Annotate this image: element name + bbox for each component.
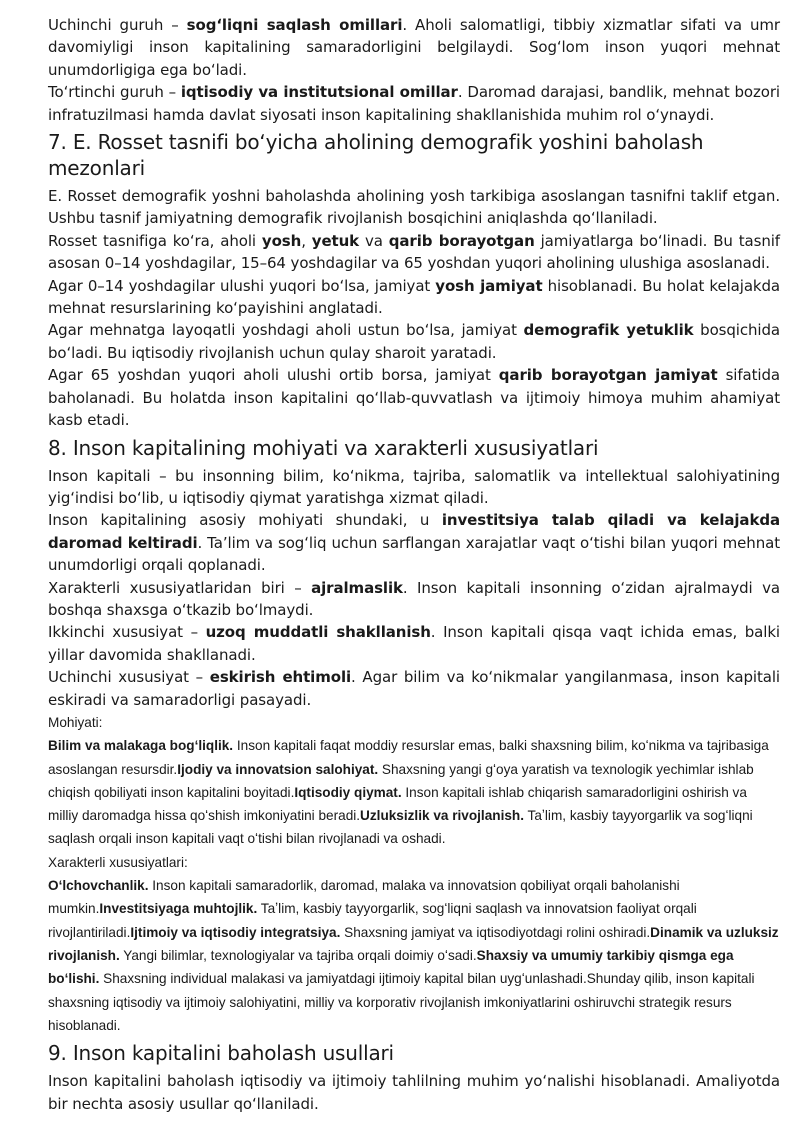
paragraph-rosset-classes: Rosset tasnifiga koʻra, aholi yosh, yetuk va qarib borayotgan jamiyatlarga boʻlinadi. Bu tasnif asosan 0–14 yoshdagilar, 15–64 yoshdagilar va 65 yoshdan yuqori aholining ulushiga asoslanadi. <box>48 231 780 273</box>
paragraph-rosset-intro: E. Rosset demografik yoshni baholashda aholining yosh tarkibiga asoslangan tasnifni taklif etgan. Ushbu tasnif jamiyatning demografik rivojlanish bosqichini aniqlashda qoʻllaniladi. <box>48 187 780 228</box>
heading-section-7: 7. E. Rosset tasnifi boʻyicha aholining demografik yoshini baholash mezonlari <box>48 130 704 181</box>
paragraph-health-factors: Uchinchi guruh – sogʻliqni saqlash omillari. Aholi salomatligi, tibbiy xizmatlar sifati va umr davomiyligi inson kapitalining samaradorligini belgilaydi. Sogʻlom inson yuqori mehnat unumdorligiga ega boʻladi. <box>48 16 780 79</box>
paragraph-economic-factors: Toʻrtinchi guruh – iqtisodiy va institutsional omillar. Daromad darajasi, bandlik, mehnat bozori infratuzilmasi hamda davlat siyosati inson kapitalining shakllanishida muhim rol oʻynaydi. <box>48 83 780 124</box>
paragraph-young-society: Agar 0–14 yoshdagilar ulushi yuqori boʻlsa, jamiyat yosh jamiyat hisoblanadi. Bu holat kelajakda mehnat resurslarining koʻpayishini anglatadi. <box>48 276 781 318</box>
document-page <box>48 14 780 1115</box>
paragraph-assessment-methods: Inson kapitalini baholash iqtisodiy va ijtimoiy tahlilning muhim yoʻnalishi hisoblanadi. Amaliyotda bir nechta asosiy usullar qoʻllaniladi. <box>48 1072 780 1113</box>
label-essence: Mohiyati: <box>48 714 103 730</box>
paragraph-inseparability: Xarakterli xususiyatlaridan biri – ajralmaslik. Inson kapitali insonning oʻzidan ajralmaydi va boshqa shaxsga oʻtkazib boʻlmaydi. <box>48 578 780 619</box>
heading-section-8: 8. Inson kapitalining mohiyati va xarakterli xususiyatlari <box>48 435 599 460</box>
paragraph-characteristics-list: Oʻlchovchanlik. Inson kapitali samaradorlik, daromad, malaka va innovatsion qobiliyat orqali baholanishi mumkin.Investitsiyaga muhtojlik. Taʼlim, kasbiy tayyorgarlik, sogʻliqni saqlash va innovatsion faoliyat orqali rivojlantiriladi.Ijtimoiy va iqtisodiy integratsiya. Shaxsning jamiyat va iqtisodiyotdagi rolini oshiradi.Dinamik va uzluksiz rivojlanish. Yangi bilimlar, texnologiyalar va tajriba orqali doimiy oʻsadi.Shaxsiy va umumiy tarkibiy qismga ega boʻlishi. Shaxsning individual malakasi va jamiyatdagi ijtimoiy kapital bilan uygʻunlashadi.Shunday qilib, inson kapitali shaxsning iqtisodiy va ijtimoiy salohiyatini, milliy va korporativ rivojlanish imkoniyatlarini oshiruvchi strategik resurs hisoblanadi. <box>48 878 779 1033</box>
heading-section-9: 9. Inson kapitalini baholash usullari <box>48 1041 394 1066</box>
paragraph-human-capital-essence: Inson kapitalining asosiy mohiyati shundaki, u investitsiya talab qiladi va kelajakda daromad keltiradi. Taʼlim va sogʻliq uchun sarflangan xarajatlar vaqt oʻtishi bilan yuqori mehnat unumdorligi orqali qoplanadi. <box>48 511 780 575</box>
label-characteristics: Xarakterli xususiyatlari: <box>48 854 188 870</box>
paragraph-long-term-formation: Ikkinchi xususiyat – uzoq muddatli shakllanish. Inson kapitali qisqa vaqt ichida emas, balki yillar davomida shakllanadi. <box>48 623 780 664</box>
paragraph-mature-society: Agar mehnatga layoqatli yoshdagi aholi ustun boʻlsa, jamiyat demografik yetuklik bosqichida boʻladi. Bu iqtisodiy rivojlanish uchun qulay sharoit yaratadi. <box>48 321 781 362</box>
paragraph-aging-society: Agar 65 yoshdan yuqori aholi ulushi ortib borsa, jamiyat qarib borayotgan jamiyat sifatida baholanadi. Bu holatda inson kapitalini qoʻllab-quvvatlash va ijtimoiy himoya muhim ahamiyat kasb etadi. <box>48 366 780 430</box>
paragraph-essence-list: Bilim va malakaga bogʻliqlik. Inson kapitali faqat moddiy resurslar emas, balki shaxsning bilim, koʻnikma va tajribasiga asoslangan resursdir.Ijodiy va innovatsion salohiyat. Shaxsning yangi gʻoya yaratish va texnologik yechimlar ishlab chiqish qobiliyati inson kapitalini boyitadi.Iqtisodiy qiymat. Inson kapitali ishlab chiqarish samaradorligini oshirish va milliy daromadga hissa qoʻshish imkoniyatini beradi.Uzluksizlik va rivojlanish. Taʼlim, kasbiy tayyorgarlik va sogʻliqni saqlash orqali inson kapitali vaqt oʻtishi bilan rivojlanadi va oshadi. <box>48 738 769 847</box>
paragraph-human-capital-definition: Inson kapitali – bu insonning bilim, koʻnikma, tajriba, salomatlik va intellektual salohiyatining yigʻindisi boʻlib, u iqtisodiy qiymat yaratishga xizmat qiladi. <box>48 466 780 507</box>
paragraph-obsolescence: Uchinchi xususiyat – eskirish ehtimoli. Agar bilim va koʻnikmalar yangilanmasa, inson kapitali eskiradi va samaradorligi pasayadi. <box>48 668 780 709</box>
